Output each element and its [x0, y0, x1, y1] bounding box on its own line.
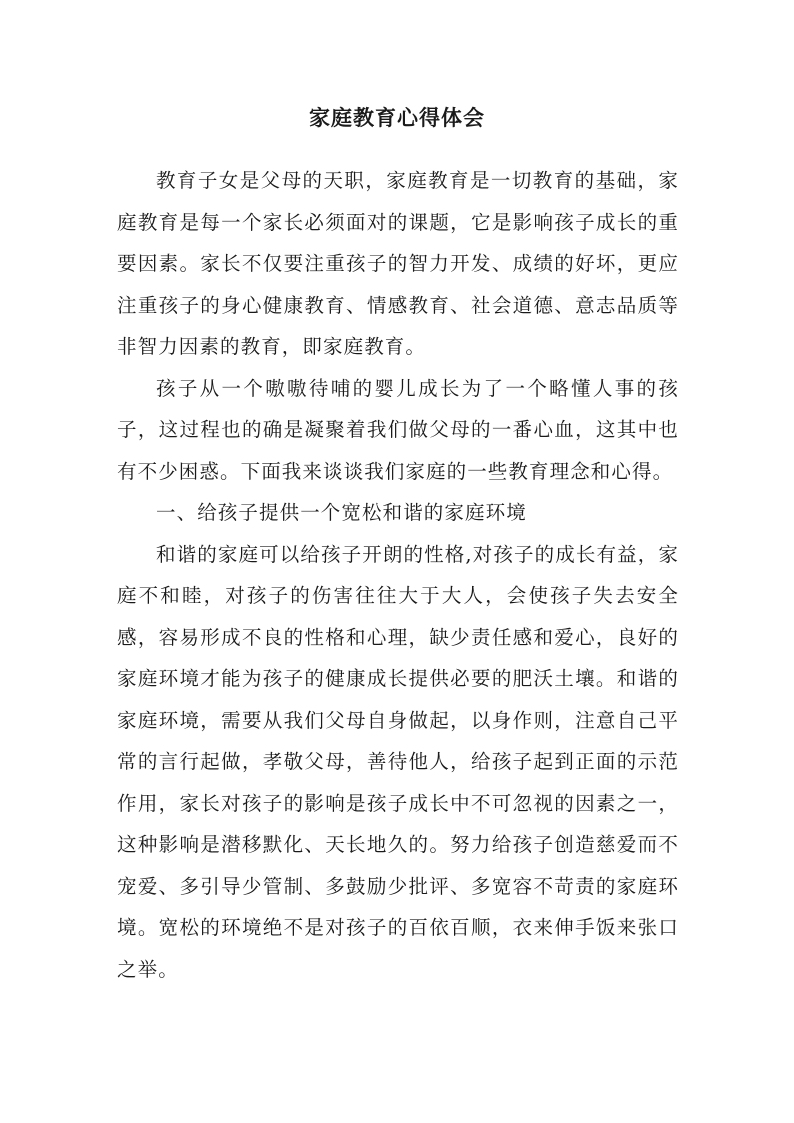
section-heading-1: 一、给孩子提供一个宽松和谐的家庭环境 [156, 501, 527, 524]
paragraph-intro: 教育子女是父母的天职，家庭教育是一切教育的基础，家庭教育是每一个家长必须面对的课题，它是影响孩子成长的重要因素。家长不仅要注重孩子的智力开发、成绩的好坏，更应注重孩子的身心健康教育、情感教育、社会道德、意志品质等非智力因素的教育，即家庭教育。 [117, 169, 679, 358]
document-title: 家庭教育心得体会 [309, 105, 485, 130]
paragraph-harmony: 和谐的家庭可以给孩子开朗的性格,对孩子的成长有益，家庭不和睦，对孩子的伤害往往大于大人，会使孩子失去安全感，容易形成不良的性格和心理，缺少责任感和爱心，良好的家庭环境才能为孩子的健康成长提供必要的肥沃土壤。和谐的家庭环境，需要从我们父母自身做起，以身作则，注意自己平常的言行起做，孝敬父母，善待他人，给孩子起到正面的示范作用，家长对孩子的影响是孩子成长中不可忽视的因素之一，这种影响是潜移默化、天长地久的。努力给孩子创造慈爱而不宠爱、多引导少管制、多鼓励少批评、多宽容不苛责的家庭环境。宽松的环境绝不是对孩子的百依百顺，衣来伸手饭来张口之举。 [117, 542, 679, 981]
paragraph-growth: 孩子从一个嗷嗷待哺的婴儿成长为了一个略懂人事的孩子，这过程也的确是凝聚着我们做父母的一番心血，这其中也有不少困惑。下面我来谈谈我们家庭的一些教育理念和心得。 [117, 376, 679, 483]
document-body [117, 160, 679, 990]
